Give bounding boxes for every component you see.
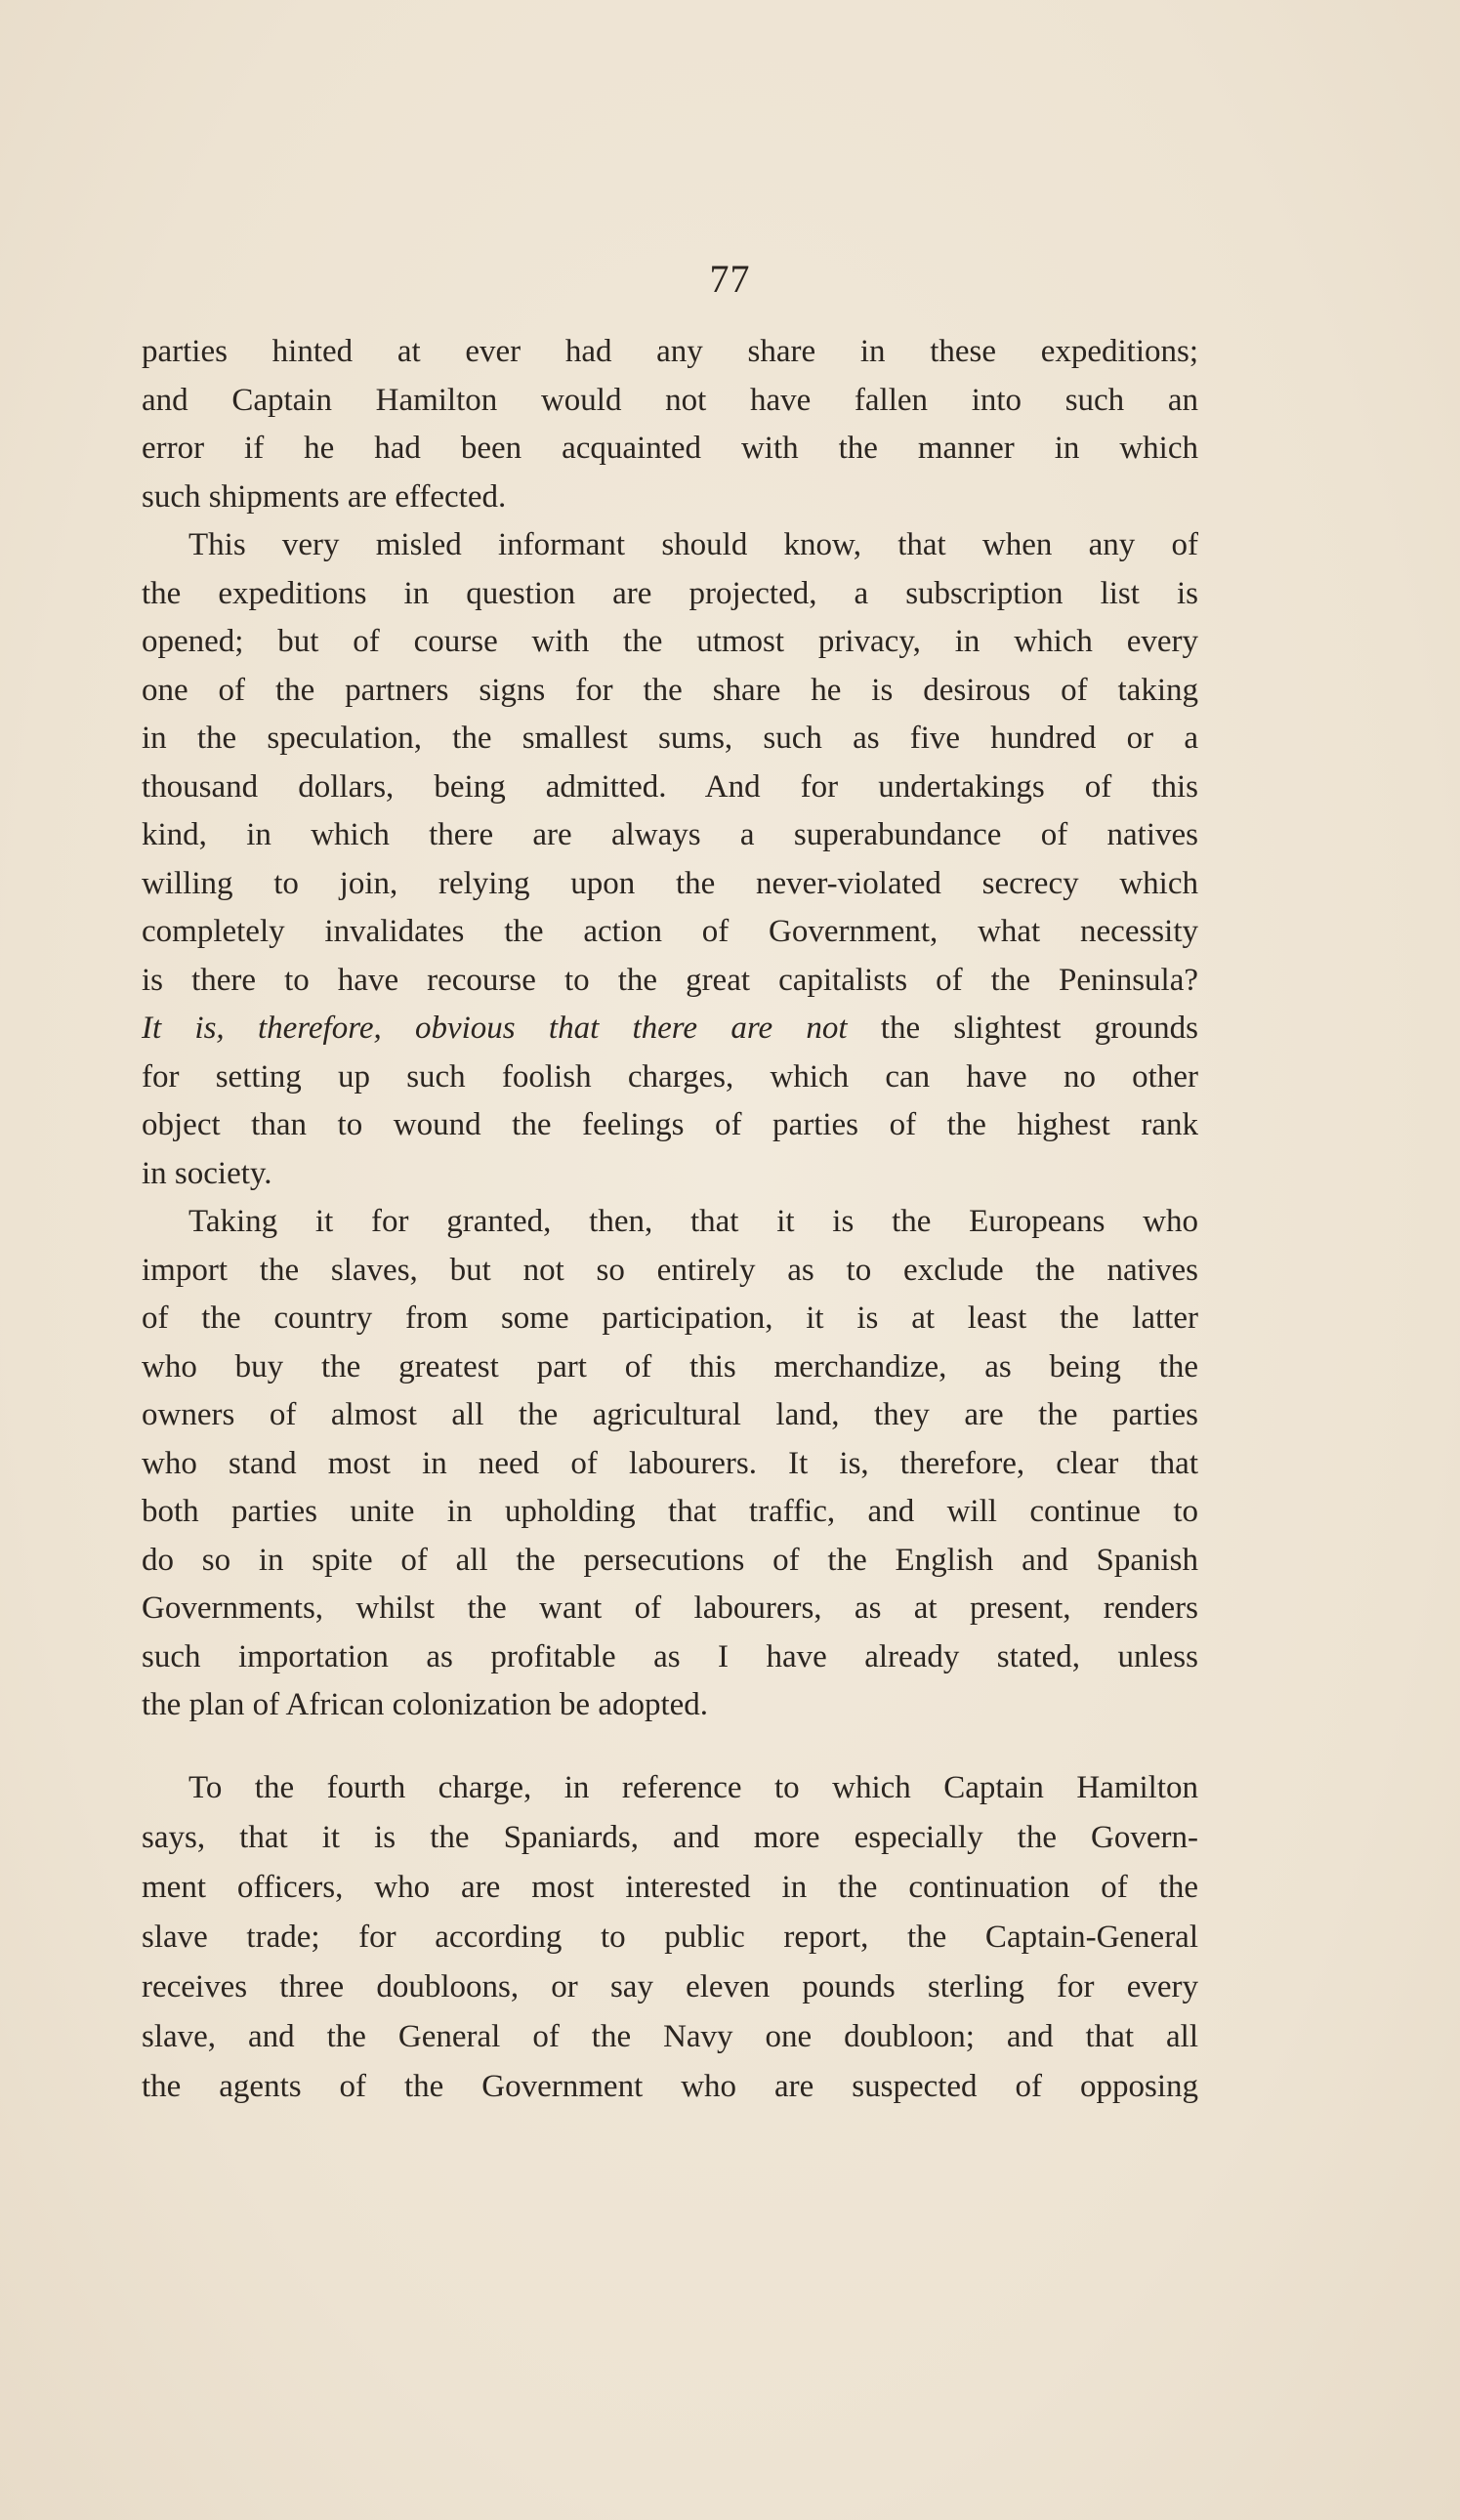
text-line: Taking it for granted, then, that it is the Europeans who [188, 1204, 1198, 1239]
text-line: such shipments are effected. [142, 478, 507, 515]
text-line: willing to join, relying upon the never-violated secrecy which [142, 865, 1198, 901]
text-line: opened; but of course with the utmost privacy, in which every [142, 624, 1198, 659]
text-line: ment officers, who are most interested in the continuation of the [142, 1870, 1198, 1905]
text-line: parties hinted at ever had any share in these expeditions; [142, 334, 1198, 369]
text-line: says, that it is the Spaniards, and more especially the Govern- [142, 1820, 1198, 1855]
text-line: object than to wound the feelings of parties of the highest rank [142, 1107, 1198, 1142]
text-line: slave trade; for according to public report, the Captain-General [142, 1920, 1198, 1955]
text-line: To the fourth charge, in reference to which Captain Hamilton [188, 1770, 1198, 1805]
italic-text: It is, therefore, obvious that there are not [142, 1011, 881, 1046]
roman-text: the slightest grounds [880, 1011, 1198, 1046]
page-number: 77 [709, 257, 751, 301]
text-line: for setting up such foolish charges, which can have no other [142, 1058, 1198, 1095]
text-line: error if he had been acquainted with the manner in which [142, 431, 1198, 466]
text-line: This very misled informant should know, that when any of [188, 527, 1198, 562]
text-line: owners of almost all the agricultural land, they are the parties [142, 1397, 1198, 1432]
paragraph [142, 328, 1198, 521]
text-line: and Captain Hamilton would not have fallen into such an [142, 382, 1198, 418]
text-line: is there to have recourse to the great capitalists of the Peninsula? [142, 962, 1198, 998]
text-line: who stand most in need of labourers. It is, therefore, clear that [142, 1445, 1198, 1481]
text-line: kind, in which there are always a superabundance of natives [142, 817, 1198, 852]
text-line: one of the partners signs for the share he is desirous of taking [142, 672, 1198, 708]
text-line: such importation as profitable as I have already stated, unless [142, 1638, 1198, 1674]
text-line: completely invalidates the action of Government, what necessity [142, 914, 1198, 949]
paragraph [142, 1198, 1198, 1730]
text-line: the expeditions in question are projected, a subscription list is [142, 575, 1198, 611]
text-line: both parties unite in upholding that traffic, and will continue to [142, 1494, 1198, 1529]
text-line: of the country from some participation, it is at least the latter [142, 1301, 1198, 1336]
text-line: the agents of the Government who are suspected of opposing [142, 2069, 1198, 2104]
text-line [142, 1005, 1198, 1053]
text-line: the plan of African colonization be adopted. [142, 1687, 709, 1722]
paragraph [142, 1763, 1198, 2112]
text-line: do so in spite of all the persecutions of the English and Spanish [142, 1542, 1198, 1578]
text-block-main [142, 328, 1198, 1730]
text-line: in the speculation, the smallest sums, such as five hundred or a [142, 721, 1198, 756]
paragraph [142, 521, 1198, 1198]
text-block-fourth-charge [142, 1763, 1198, 2112]
text-line: slave, and the General of the Navy one doubloon; and that all [142, 2019, 1198, 2054]
text-line: Governments, whilst the want of labourers, as at present, renders [142, 1590, 1198, 1626]
text-line: in society. [142, 1155, 272, 1191]
text-line: who buy the greatest part of this merchandize, as being the [142, 1348, 1198, 1384]
text-line: receives three doubloons, or say eleven pounds sterling for every [142, 1969, 1198, 2004]
text-line: thousand dollars, being admitted. And for undertakings of this [142, 768, 1198, 805]
text-line: import the slaves, but not so entirely as to exclude the natives [142, 1252, 1198, 1288]
